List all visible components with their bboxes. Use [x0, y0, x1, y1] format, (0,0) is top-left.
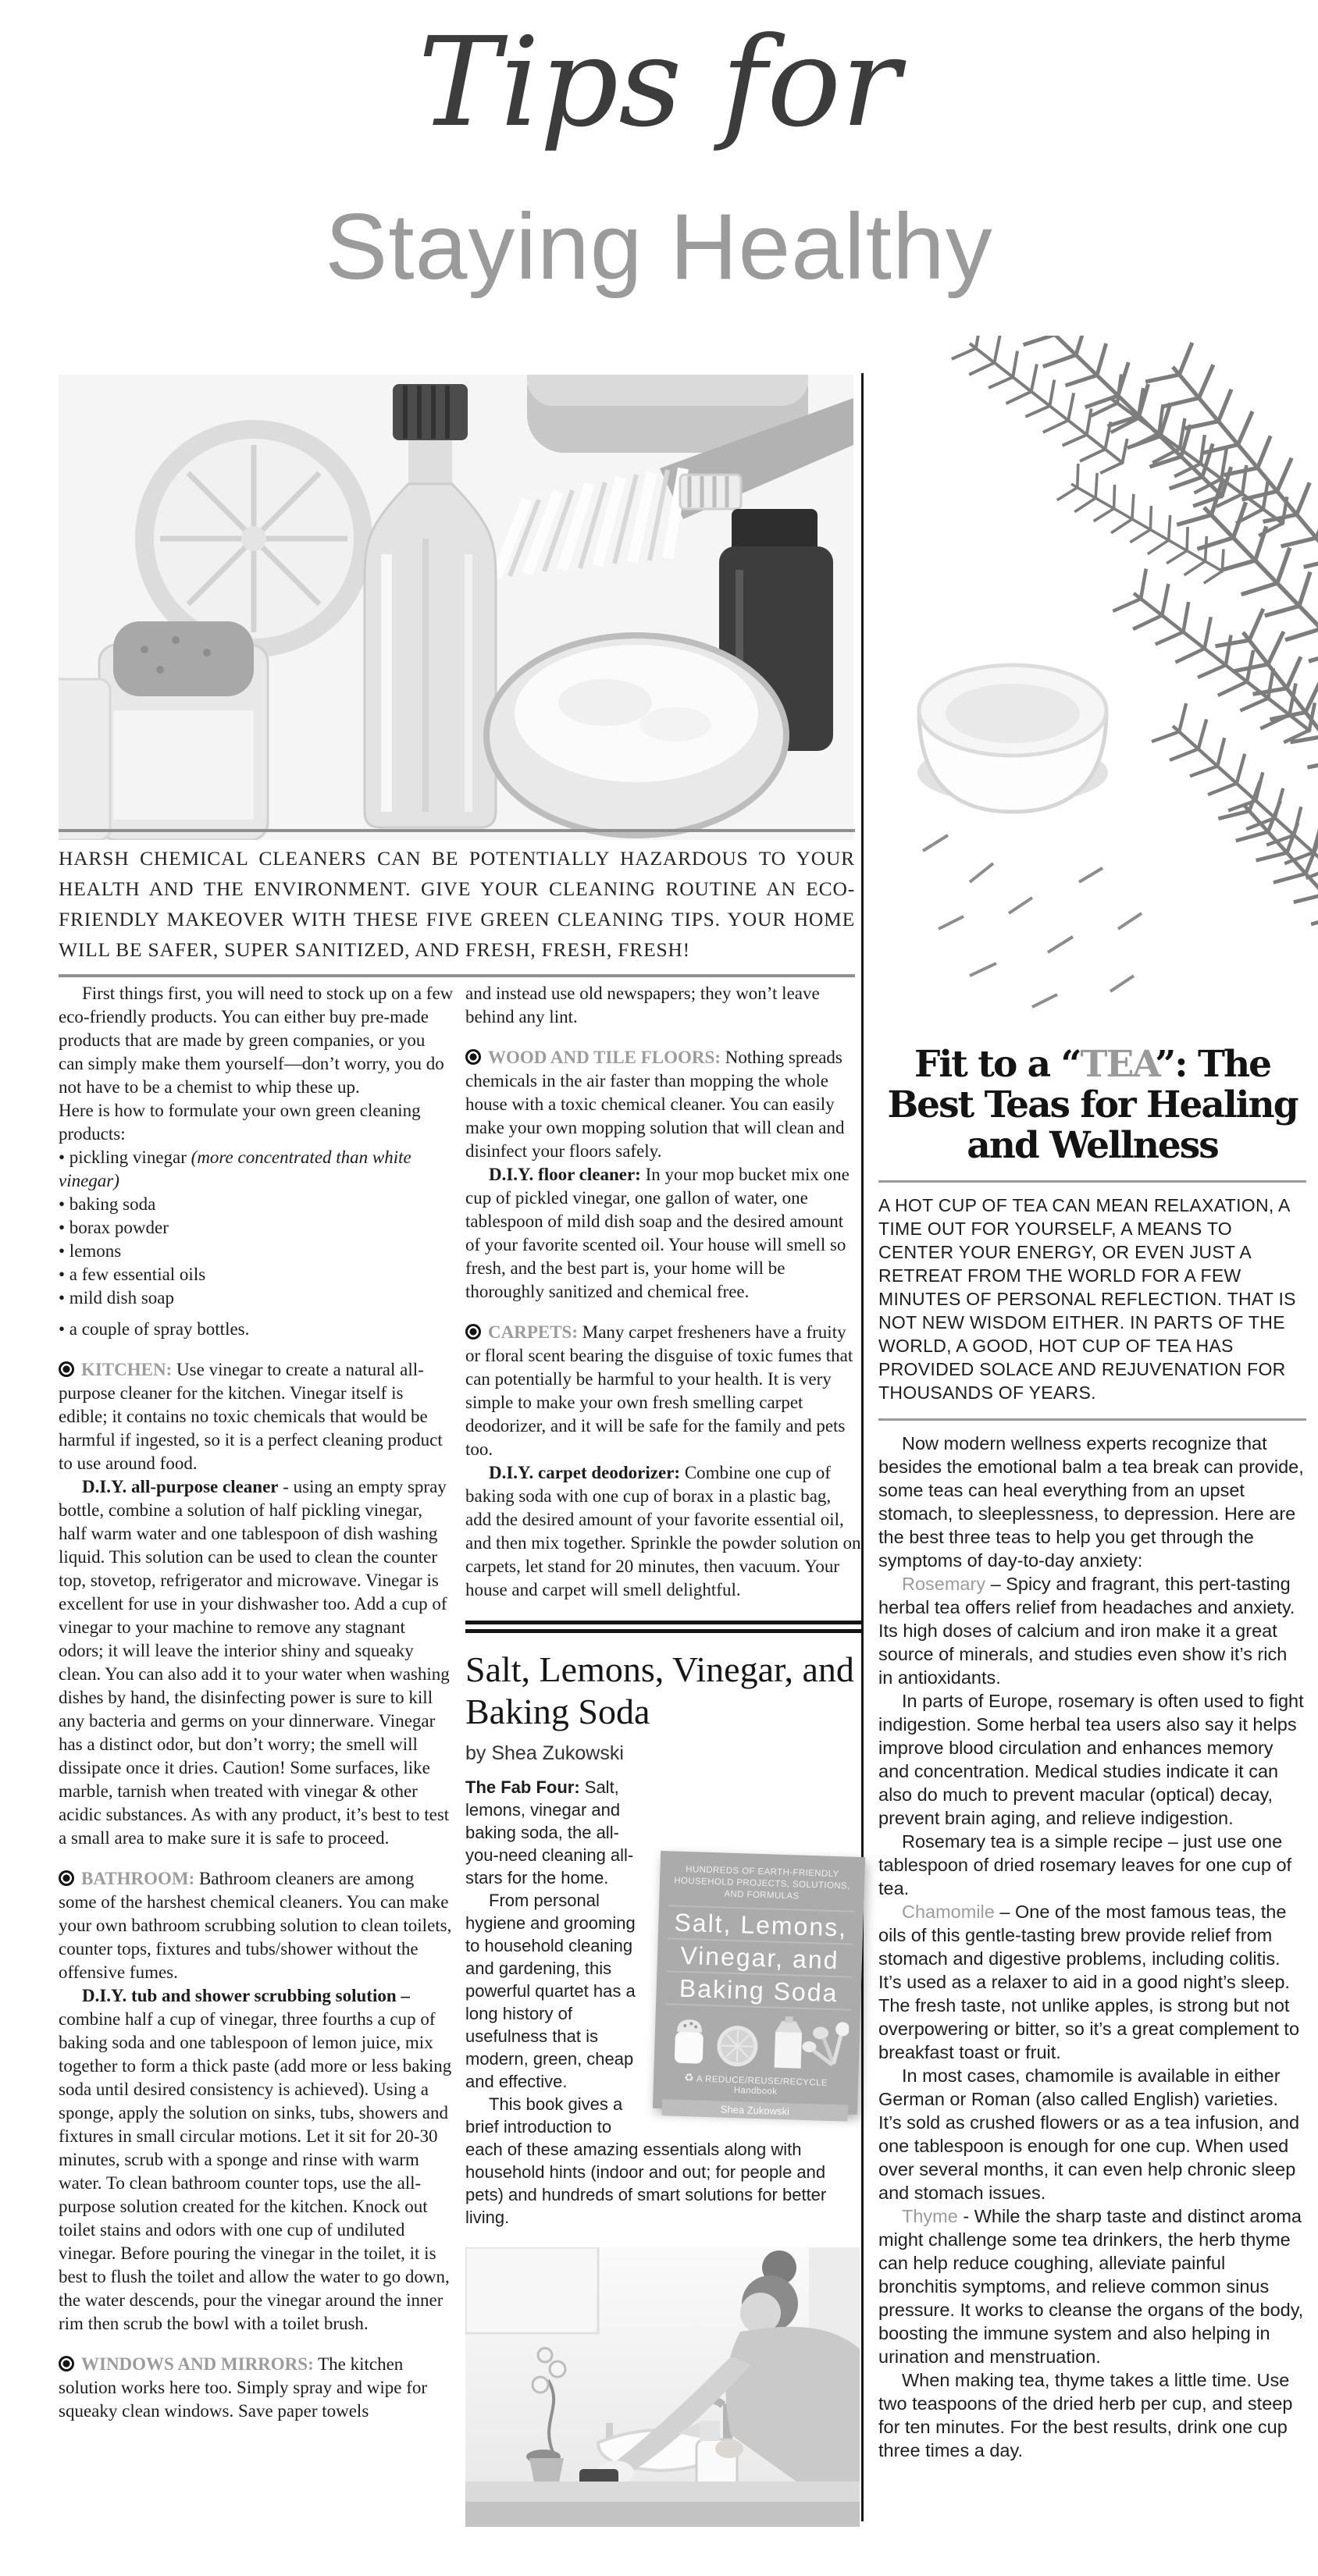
window: [465, 2247, 598, 2333]
cleaning-supplies-photo: [59, 375, 853, 840]
intro-rule-bottom: [59, 974, 855, 977]
text-segment: Rosemary tea is a simple recipe – just use one tablespoon of dried rosemary leaves for one cup of tea.: [878, 1831, 1292, 1898]
paragraph: [878, 1689, 1306, 1830]
text-segment: Best Teas for Healing: [887, 1083, 1298, 1126]
paragraph: [59, 1099, 454, 1146]
text-segment: – One of the most famous teas, the oils of this gentle-tasting brew provide relief from stomach and digestive problems, including colitis. It’s used as a relaxer to aid in a good night’s sleep. The fresh taste, not unlike apples, is strong but not overpowering or bitter, so it’s a great complement to breakfast toast or fruit.: [878, 1902, 1300, 2062]
text-segment: and instead use old newspapers; they won’t leave behind any lint.: [465, 984, 820, 1026]
paragraph: [59, 1358, 454, 1475]
text-segment: D.I.Y. carpet deodorizer:: [489, 1463, 681, 1482]
tea-intro-deck: A HOT CUP OF TEA CAN MEAN RELAXATION, A TIME OUT FOR YOURSELF, A MEANS TO CENTER YOUR ENERGY, OR EVEN JUST A RETREAT FROM THE WORLD FOR A FEW MINUTES OF PERSONAL REFLECTION. THAT IS NOT NEW WISDOM EITHER. IN PARTS OF THE WORLD, A GOOD, HOT CUP OF TEA HAS PROVIDED SOLACE AND REJUVENATION FOR THOUSANDS OF YEARS.: [878, 1195, 1296, 1403]
paragraph: [59, 982, 454, 1099]
paragraph: [878, 1432, 1306, 1572]
bullseye-icon: [59, 1361, 74, 1377]
paragraph: [878, 2204, 1306, 2368]
intro-text: HARSH CHEMICAL CLEANERS CAN BE POTENTIALLY HAZARDOUS TO YOUR HEALTH AND THE ENVIRONMENT. GIVE YOUR CLEANING ROUTINE AN ECO-FRIENDLY MAKEOVER WITH THESE FIVE GREEN CLEANING TIPS. YOUR HOME WILL BE SAFER, SUPER SANITIZED, AND FRESH, FRESH, FRESH!: [59, 847, 855, 961]
text-segment: (more concentrated than white vinegar): [59, 1147, 411, 1190]
text-segment: Fit to a “: [914, 1043, 1081, 1086]
book-cover: [653, 1851, 865, 2118]
book-tagline: HUNDREDS OF EARTH-FRIENDLY HOUSEHOLD PROJECTS, SOLUTIONS, AND FORMULAS: [668, 1863, 856, 1912]
paragraph: [465, 1046, 861, 1163]
text-segment: This book gives a brief introduction to each of these amazing essentials along with household hints (indoor and out; for people and pets) and hundreds of smart solutions for better living.: [465, 2094, 827, 2227]
text-segment: KITCHEN:: [81, 1360, 173, 1379]
text-segment: ”: The: [1155, 1043, 1271, 1086]
paragraph: [59, 1867, 454, 1984]
text-segment: - using an empty spray bottle, combine a solution of half pickling vinegar, half warm water and one tablespoon of dish washing liquid. This solution can be used to clean the counter top, stovetop, refrigerator and microwave. Vinegar is excellent for use in your dishwasher too. Add a cup of vinegar to your machine to remove any stagnant odors; it will leave the interior shiny and squeaky clean. You can also add it to your water when washing dishes by hand, the disinfecting power is sure to kill any bacteria and germs on your dinnerware. Vinegar has a distinct odor, but don’t worry; the smell will dissipate once it dries. Caution! Some surfaces, like marble, tarnish when treated with vinegar & other acidic substances. As with any product, it’s best to test a small area to make sure it is safe to proceed.: [59, 1477, 450, 1848]
paragraph: [878, 2368, 1306, 2462]
recycle-icon: ♻: [683, 2071, 695, 2084]
text-segment: Bathroom cleaners are among some of the harshest chemical cleaners. You can make your own bathroom scrubbing solution to clean toilets, counter tops, fixtures and tubs/shower without the offensive fumes.: [59, 1869, 452, 1982]
lemon-slice-icon: [717, 2025, 759, 2067]
column-divider-line: [861, 373, 864, 2521]
paragraph: [59, 2353, 454, 2423]
text-segment: • a couple of spray bottles.: [59, 1319, 250, 1339]
tea-bowl: [917, 665, 1108, 812]
paragraph: [59, 1318, 454, 1341]
text-segment: In parts of Europe, rosemary is often used to fight indigestion. Some herbal tea users also say it helps improve blood circulation and enhances memory and concentration. Medical studies indicate it can also do much to prevent macular (optical) decay, prevent brain aging, and relieve indigestion.: [878, 1691, 1304, 1828]
paragraph: [59, 1193, 454, 1216]
paragraph: [465, 1163, 861, 1304]
book-title: [665, 1906, 854, 2010]
text-segment: D.I.Y. tub and shower scrubbing solution –: [82, 1986, 410, 2005]
text-segment: Chamomile: [902, 1902, 995, 1922]
paragraph: [59, 1146, 454, 1193]
review-byline: by Shea Zukowski: [465, 1742, 624, 1764]
text-segment: • mild dish soap: [59, 1288, 174, 1308]
book-title-line: Vinegar, and: [666, 1939, 853, 1977]
section-divider-rule: [465, 1621, 861, 1633]
paragraph: [59, 1216, 454, 1240]
book-handbook-line: [663, 2070, 850, 2098]
tea-title-line: [878, 1126, 1306, 1166]
text-segment: First things first, you will need to stock up on a few eco-friendly products. You can either buy pre-made products that are made by green companies, or you can simply make them yourself—don’t worry, you do not have to be a chemist to whip these up.: [59, 984, 454, 1097]
rosemary-herbs-photo: [876, 336, 1318, 1023]
paragraph: [59, 1263, 454, 1286]
paragraph: [878, 1572, 1306, 1689]
text-segment: In your mop bucket mix one cup of pickled vinegar, one gallon of water, one tablespoon of mild dish soap and the desired amount of your favorite scented oil. Your house will smell so fresh, and the best part is, your home will be thoroughly sanitized and chemical free.: [465, 1165, 850, 1301]
page-title-script: Tips for: [418, 11, 900, 155]
text-segment: From personal hygiene and grooming to household cleaning and gardening, this powerful quartet has a long history of usefulness that is modern, green, cheap and effective.: [465, 1891, 636, 2091]
text-segment: Thyme: [902, 2206, 958, 2226]
text-segment: D.I.Y. floor cleaner:: [489, 1165, 641, 1184]
text-segment: Rosemary: [902, 1574, 986, 1594]
text-segment: D.I.Y. all-purpose cleaner: [82, 1477, 279, 1496]
paragraph: [878, 1900, 1306, 2064]
book-title-line: Baking Soda: [665, 1972, 852, 2010]
column-1: [59, 982, 454, 2423]
rosemary-illustration: [876, 336, 1318, 1023]
measuring-spoons-icon: [802, 2021, 850, 2065]
text-segment: • lemons: [59, 1241, 122, 1261]
paragraph: [465, 1321, 861, 1461]
column-3: [878, 1044, 1306, 2462]
text-segment: Combine one cup of baking soda with one cup of borax in a plastic bag, add the desired amount of your favorite essential oil, and then mix together. Sprinkle the powder solution on carpets, let stand for 20 minutes, then vacuum. Your house and carpet will smell delightful.: [465, 1463, 861, 1599]
text-segment: Now modern wellness experts recognize that besides the emotional balm a tea break can provide, some teas can heal everything from an upset stomach, to sleeplessness, to depression. Here are the best three teas to help you get through the symptoms of day-to-day anxiety:: [878, 1433, 1304, 1571]
text-segment: • borax powder: [59, 1218, 169, 1237]
woman-cleaning-illustration: [465, 2247, 860, 2527]
book-cover-icons: [664, 2011, 851, 2073]
tea-title-line: [878, 1085, 1306, 1126]
bullseye-icon: [59, 2356, 74, 2371]
book-handbook-text: A REDUCE/REUSE/RECYCLE Handbook: [696, 2074, 828, 2097]
text-segment: In most cases, chamomile is available in either German or Roman (also called English) varieties. It’s sold as crushed flowers or as a tea infusion, and one tablespoon is enough for one cup. When used over several months, it can even help chronic sleep and stomach issues.: [878, 2065, 1300, 2203]
paragraph: [59, 1286, 454, 1310]
page-title-main: Staying Healthy: [325, 194, 993, 299]
text-segment: – Spicy and fragrant, this pert-tasting herbal tea offers relief from headaches and anxiety. Its high doses of calcium and iron make it a great source of minerals, and studies even show it’s rich in antioxidants.: [878, 1574, 1295, 1688]
column-2: [465, 982, 861, 2527]
text-segment: Many carpet fresheners have a fruity or floral scent bearing the disguise of toxic fumes that can potentially be harmful to your health. It is very simple to make your own fresh smelling carpet deodorizer, and it will be safe for the family and pets too.: [465, 1322, 853, 1459]
text-segment: WOOD AND TILE FLOORS:: [488, 1048, 721, 1067]
intro-deck: [59, 829, 855, 977]
text-segment: CARPETS:: [488, 1322, 579, 1342]
paragraph: [59, 1475, 454, 1850]
text-segment: • pickling vinegar: [59, 1147, 191, 1167]
cork-jar: [99, 621, 268, 840]
review-body: [465, 1776, 861, 2229]
salt-jar: [59, 679, 110, 840]
text-segment: When making tea, thyme takes a little time. Use two teaspoons of the dried herb per cup, and steep for ten minutes. For the best results, drink one cup three times a day.: [878, 2370, 1293, 2460]
tea-title-line: [878, 1044, 1306, 1085]
book-author: Shea Zukowski: [662, 2099, 849, 2121]
text-segment: - While the sharp taste and distinct aroma might challenge some tea drinkers, the herb thyme can help reduce coughing, alleviate painful bronchitis symptoms, and relieve common sinus pressure. It works to cleanse the organs of the body, boosting the immune system and also helping in urination and menstruation.: [878, 2206, 1304, 2367]
paragraph: [465, 982, 861, 1029]
paragraph: [878, 2064, 1306, 2204]
paragraph: [59, 1984, 454, 2336]
tea-article-title: [878, 1044, 1306, 1166]
text-segment: The kitchen solution works here too. Simply spray and wipe for squeaky clean windows. Save paper towels: [59, 2354, 428, 2421]
baking-soda-bowl: [486, 635, 786, 835]
text-segment: Use vinegar to create a natural all-purpose cleaner for the kitchen. Vinegar itself is edible; it contains no toxic chemicals that would be harmful if ingested, so it is a perfect cleaning product to use around food.: [59, 1360, 443, 1473]
bullseye-icon: [465, 1049, 481, 1065]
tea-rule-top: [878, 1180, 1306, 1183]
text-segment: and Wellness: [967, 1124, 1218, 1167]
tea-article-body: [878, 1432, 1306, 2462]
text-segment: Nothing spreads chemicals in the air faster than mopping the whole house with a toxic chemical cleaner. You can easily make your own mopping solution that will clean and disinfect your floors safely.: [465, 1048, 845, 1161]
paragraph: [59, 1240, 454, 1263]
intro-rule-top: [59, 829, 855, 832]
text-segment: combine half a cup of vinegar, three fourths a cup of baking soda and one tablespoon of lemon juice, mix together to form a thick paste (add more or less baking soda until desired consistency is achieved). Using a sponge, apply the solution on sinks, tubs, showers and fixtures in small circular motions. Let it sit for 20-30 minutes, scrub with a sponge and rinse with warm water. To clean bathroom counter tops, use the all-purpose solution created for the kitchen. Knock out toilet stains and odors with one cup of undiluted vinegar. Before pouring the vinegar in the toilet, it is best to flush the toilet and allow the water to go down, the water descends, pour the vinegar around the inner rim then scrub the bowl with a toilet brush.: [59, 2009, 452, 2333]
text-segment: Salt, lemons, vinegar and baking soda, the all-you-need cleaning all-stars for the home.: [465, 1777, 634, 1888]
text-segment: The Fab Four:: [465, 1777, 580, 1797]
paragraph: [878, 1830, 1306, 1900]
salt-shaker-icon: [675, 2019, 704, 2064]
book-title-line: Salt, Lemons,: [668, 1906, 854, 1944]
bullseye-icon: [465, 1324, 481, 1340]
text-segment: TEA: [1080, 1043, 1156, 1086]
book-icons-illustration: [665, 2011, 850, 2073]
paragraph: [465, 1461, 861, 1602]
bullseye-icon: [59, 1870, 74, 1886]
text-segment: BATHROOM:: [81, 1869, 195, 1888]
counter: [465, 2482, 860, 2527]
tea-rule-bottom: [878, 1418, 1306, 1421]
vinegar-carton-icon: [775, 2016, 803, 2069]
text-segment: • baking soda: [59, 1194, 156, 1214]
text-segment: • a few essential oils: [59, 1265, 206, 1284]
cleaning-supplies-illustration: [59, 375, 853, 840]
woman-cleaning-photo: [465, 2247, 860, 2527]
text-segment: WINDOWS AND MIRRORS:: [81, 2354, 314, 2374]
review-title: Salt, Lemons, Vinegar, and Baking Soda: [465, 1649, 854, 1731]
text-segment: Here is how to formulate your own green cleaning products:: [59, 1101, 421, 1144]
column-2-articles: [465, 982, 861, 1602]
